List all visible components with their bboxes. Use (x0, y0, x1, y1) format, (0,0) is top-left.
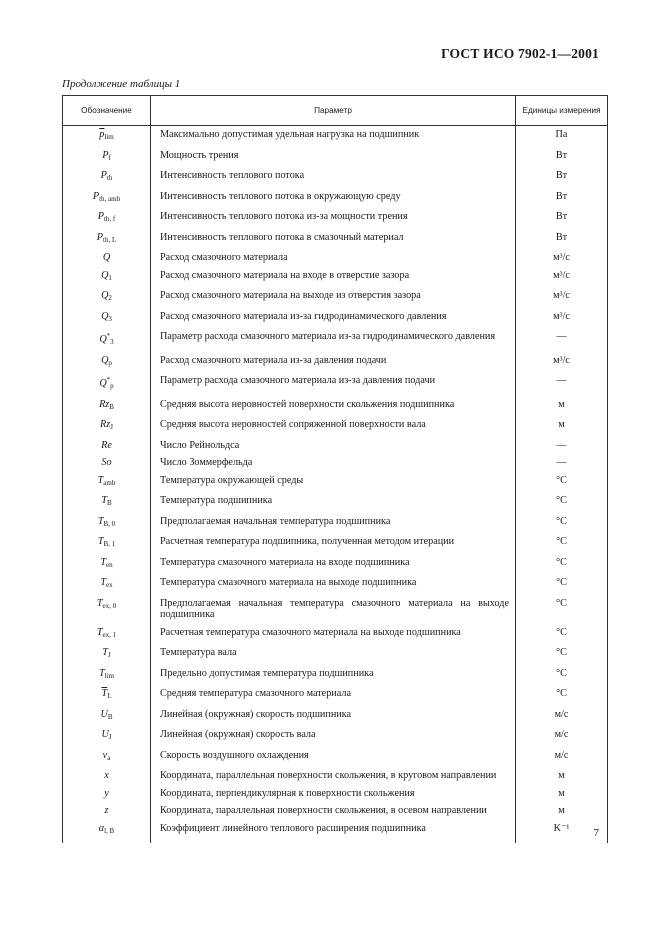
symbol-cell (63, 624, 151, 645)
symbol-subscript: B, 1 (103, 540, 116, 548)
symbol-base: Q (102, 252, 111, 263)
parameter-cell: Интенсивность теплового потока в окружающую среду (151, 188, 516, 209)
parameter-cell: Расчетная температура смазочного материала на выходе подшипника (151, 624, 516, 645)
symbol-subscript: ex (106, 581, 113, 589)
symbol-cell (63, 726, 151, 747)
parameter-cell: Средняя температура смазочного материала (151, 685, 516, 706)
symbol-base: $\overline{p}$ (99, 129, 105, 140)
unit-cell: м (516, 416, 608, 437)
symbol-cell (63, 492, 151, 513)
symbol-base: T (100, 577, 107, 588)
parameter-cell: Предполагаемая начальная температура смазочного материала на выходе подшипника (151, 595, 516, 624)
table-row (63, 229, 608, 250)
symbol-subscript: amb (103, 478, 116, 487)
unit-cell: K⁻¹ (516, 820, 608, 844)
table-row (63, 249, 608, 267)
unit-cell: м³/с (516, 352, 608, 373)
symbol-subscript: ex, 0 (102, 601, 117, 610)
table-row (63, 188, 608, 209)
symbol-subscript: 3 (110, 338, 114, 346)
parameter-cell: Расход смазочного материала из-за давления подачи (151, 352, 516, 373)
table-row (63, 416, 608, 437)
table-row (63, 595, 608, 624)
symbol-base: T (96, 626, 103, 638)
page-number: 7 (593, 827, 599, 839)
symbol-subscript: lim (104, 671, 114, 680)
symbol-base: Q (101, 310, 109, 322)
unit-cell: °С (516, 533, 608, 554)
table-row (63, 352, 608, 373)
table-row (63, 372, 608, 396)
parameter-cell: Расход смазочного материала (151, 249, 516, 267)
table-row (63, 167, 608, 188)
parameter-cell: Число Рейнольдса (151, 437, 516, 455)
table-row (63, 396, 608, 417)
parameter-cell: Мощность трения (151, 147, 516, 168)
symbol-cell (63, 267, 151, 288)
symbol-cell (63, 747, 151, 768)
symbol-cell (63, 352, 151, 373)
symbol-base: P (102, 149, 109, 161)
symbol-subscript: L (107, 692, 112, 700)
symbol-base: x (104, 770, 109, 781)
table-row (63, 624, 608, 645)
unit-cell: — (516, 454, 608, 472)
symbol-cell (63, 229, 151, 250)
column-header-units: Единицы измерения (516, 96, 608, 126)
parameter-cell: Расчетная температура подшипника, полученная методом итерации (151, 533, 516, 554)
symbol-cell (63, 372, 151, 396)
symbol-subscript: en (106, 560, 113, 569)
symbol-base: T (100, 556, 107, 568)
parameter-cell: Температура вала (151, 644, 516, 665)
symbol-subscript: B, 0 (103, 519, 116, 528)
unit-cell: Вт (516, 229, 608, 250)
parameter-cell: Параметр расхода смазочного материала из-за давления подачи (151, 372, 516, 396)
table-row (63, 437, 608, 455)
unit-cell: °С (516, 513, 608, 534)
symbol-base: Q (101, 269, 109, 281)
unit-cell: °С (516, 644, 608, 665)
parameter-cell: Интенсивность теплового потока в смазочный материал (151, 229, 516, 250)
table-row (63, 747, 608, 768)
symbol-cell (63, 574, 151, 595)
symbol-subscript: 3 (108, 314, 112, 323)
symbol-base: Q (101, 354, 109, 366)
symbol-base: P (96, 231, 103, 243)
unit-cell: м³/с (516, 308, 608, 329)
parameter-cell: Параметр расхода смазочного материала из-за гидродинамического давления (151, 328, 516, 352)
parameter-cell: Интенсивность теплового потока из-за мощности трения (151, 208, 516, 229)
parameter-cell: Линейная (окружная) скорость вала (151, 726, 516, 747)
symbol-cell (63, 644, 151, 665)
parameter-cell: Максимально допустимая удельная нагрузка на подшипник (151, 126, 516, 147)
symbol-cell (63, 308, 151, 329)
symbol-subscript: p (110, 382, 114, 390)
symbol-cell (63, 416, 151, 437)
symbol-base: Q (99, 378, 107, 389)
symbol-cell (63, 685, 151, 706)
table-row (63, 726, 608, 747)
table-row (63, 685, 608, 706)
symbol-subscript: B (109, 402, 114, 411)
table-caption: Продолжение таблицы 1 (62, 78, 181, 90)
unit-cell: °С (516, 665, 608, 686)
symbol-subscript: th (106, 174, 113, 182)
symbol-cell (63, 533, 151, 554)
table-row (63, 574, 608, 595)
table-row (63, 644, 608, 665)
symbol-cell (63, 767, 151, 785)
symbol-cell (63, 208, 151, 229)
symbol-base: T (97, 536, 104, 547)
unit-cell: °С (516, 472, 608, 493)
symbol-base: U (100, 708, 108, 720)
parameter-cell: Средняя высота неровностей поверхности скольжения подшипника (151, 396, 516, 417)
parameter-cell: Линейная (окружная) скорость подшипника (151, 706, 516, 727)
symbol-base: P (92, 190, 100, 202)
table-row (63, 785, 608, 803)
symbol-cell (63, 665, 151, 686)
unit-cell: м/с (516, 747, 608, 768)
symbol-base: T (98, 667, 105, 679)
symbol-cell (63, 554, 151, 575)
table-row (63, 802, 608, 820)
symbol-subscript: ex, 1 (102, 630, 117, 639)
symbol-subscript: B (107, 712, 113, 721)
table-body (63, 126, 608, 844)
table-header-row (63, 96, 608, 126)
unit-cell: м (516, 785, 608, 803)
symbol-subscript: 1 (108, 273, 112, 282)
symbol-cell (63, 820, 151, 844)
parameter-cell: Расход смазочного материала на выходе из отверстия зазора (151, 287, 516, 308)
parameter-cell: Температура смазочного материала на входе подшипника (151, 554, 516, 575)
table-row (63, 492, 608, 513)
symbol-subscript: J (108, 733, 112, 741)
unit-cell: м (516, 767, 608, 785)
unit-cell: °С (516, 624, 608, 645)
symbol-cell (63, 802, 151, 820)
document-header: ГОСТ ИСО 7902-1—2001 (441, 46, 599, 61)
symbol-cell (63, 287, 151, 308)
symbol-base: T (101, 495, 107, 506)
symbol-subscript: a (107, 753, 111, 762)
symbol-cell (63, 706, 151, 727)
unit-cell: Вт (516, 147, 608, 168)
parameter-cell: Координата, параллельная поверхности скольжения, в осевом направлении (151, 802, 516, 820)
unit-cell: °С (516, 595, 608, 624)
symbol-base: Q (101, 290, 109, 301)
table-row (63, 267, 608, 288)
symbol-subscript: p (108, 358, 112, 367)
parameter-cell: Координата, параллельная поверхности скольжения, в круговом направлении (151, 767, 516, 785)
parameter-cell: Число Зоммерфельда (151, 454, 516, 472)
column-header-parameter: Параметр (151, 96, 516, 126)
unit-cell: м (516, 802, 608, 820)
symbol-base: P (97, 211, 104, 222)
symbol-subscript: 2 (108, 294, 112, 302)
unit-cell: Вт (516, 188, 608, 209)
symbol-base: U (101, 729, 109, 740)
table-row (63, 665, 608, 686)
symbol-subscript: th, L (103, 235, 117, 244)
table-row (63, 533, 608, 554)
column-header-symbol: Обозначение (63, 96, 151, 126)
symbol-base: Q (99, 334, 107, 345)
parameter-cell: Коэффициент линейного теплового расширения подшипника (151, 820, 516, 844)
table-row (63, 820, 608, 844)
table-row (63, 706, 608, 727)
table-row (63, 147, 608, 168)
symbol-base: T (97, 474, 104, 486)
unit-cell: м³/с (516, 249, 608, 267)
symbol-cell (63, 147, 151, 168)
unit-cell: — (516, 328, 608, 352)
parameter-cell: Температура окружающей среды (151, 472, 516, 493)
symbol-cell (63, 513, 151, 534)
symbol-base: T (102, 647, 108, 658)
symbol-subscript: th, amb (99, 194, 121, 203)
symbol-subscript: lim (104, 133, 114, 141)
table-row (63, 767, 608, 785)
parameter-cell: Расход смазочного материала из-за гидродинамического давления (151, 308, 516, 329)
symbol-cell (63, 472, 151, 493)
symbol-subscript: J (107, 651, 111, 659)
symbol-subscript: J (110, 423, 113, 431)
unit-cell: Вт (516, 208, 608, 229)
symbol-base: Rz (100, 419, 111, 430)
table-row (63, 287, 608, 308)
parameter-cell: Интенсивность теплового потока (151, 167, 516, 188)
table-row (63, 554, 608, 575)
unit-cell: м³/с (516, 287, 608, 308)
table-row (63, 308, 608, 329)
parameter-cell: Координата, перпендикулярная к поверхности скольжения (151, 785, 516, 803)
table-row (63, 513, 608, 534)
unit-cell: °С (516, 492, 608, 513)
symbol-cell (63, 396, 151, 417)
symbol-base: Rz (99, 398, 110, 410)
unit-cell: Па (516, 126, 608, 147)
symbol-base: P (100, 170, 107, 181)
parameter-cell: Температура смазочного материала на выходе подшипника (151, 574, 516, 595)
table-row (63, 472, 608, 493)
parameter-cell: Расход смазочного материала на входе в отверстие зазора (151, 267, 516, 288)
unit-cell: м³/с (516, 267, 608, 288)
symbol-base: α (98, 822, 105, 834)
symbol-subscript: l, B (104, 826, 115, 835)
table-row (63, 126, 608, 147)
symbol-subscript: th, f (103, 215, 116, 223)
unit-cell: — (516, 372, 608, 396)
symbol-superscript: * (106, 332, 111, 340)
parameter-cell: Температура подшипника (151, 492, 516, 513)
symbol-subscript: f (108, 153, 111, 162)
symbol-base: z (104, 805, 109, 816)
unit-cell: °С (516, 554, 608, 575)
unit-cell: м/с (516, 726, 608, 747)
symbol-cell (63, 328, 151, 352)
symbol-cell (63, 785, 151, 803)
symbol-cell (63, 454, 151, 472)
symbol-base: So (101, 457, 112, 468)
symbol-base: Re (101, 439, 112, 451)
parameter-cell: Предельно допустимая температура подшипника (151, 665, 516, 686)
unit-cell: Вт (516, 167, 608, 188)
symbol-base: T (97, 515, 104, 527)
parameters-table (62, 95, 608, 843)
symbol-cell (63, 167, 151, 188)
symbol-base: T (96, 597, 103, 609)
parameter-cell: Средняя высота неровностей сопряженной поверхности вала (151, 416, 516, 437)
symbol-cell (63, 126, 151, 147)
symbol-base: v (102, 749, 108, 761)
table-row (63, 454, 608, 472)
symbol-superscript: * (106, 376, 111, 384)
parameter-cell: Скорость воздушного охлаждения (151, 747, 516, 768)
symbol-base: $\overline{T}$ (101, 688, 108, 699)
symbol-cell (63, 188, 151, 209)
table-row (63, 208, 608, 229)
symbol-base: y (104, 787, 109, 799)
symbol-cell (63, 249, 151, 267)
table-row (63, 328, 608, 352)
unit-cell: м (516, 396, 608, 417)
symbol-cell (63, 437, 151, 455)
symbol-cell (63, 595, 151, 624)
unit-cell: — (516, 437, 608, 455)
unit-cell: м/с (516, 706, 608, 727)
parameter-cell: Предполагаемая начальная температура подшипника (151, 513, 516, 534)
unit-cell: °С (516, 574, 608, 595)
unit-cell: °С (516, 685, 608, 706)
symbol-subscript: B (107, 499, 112, 507)
